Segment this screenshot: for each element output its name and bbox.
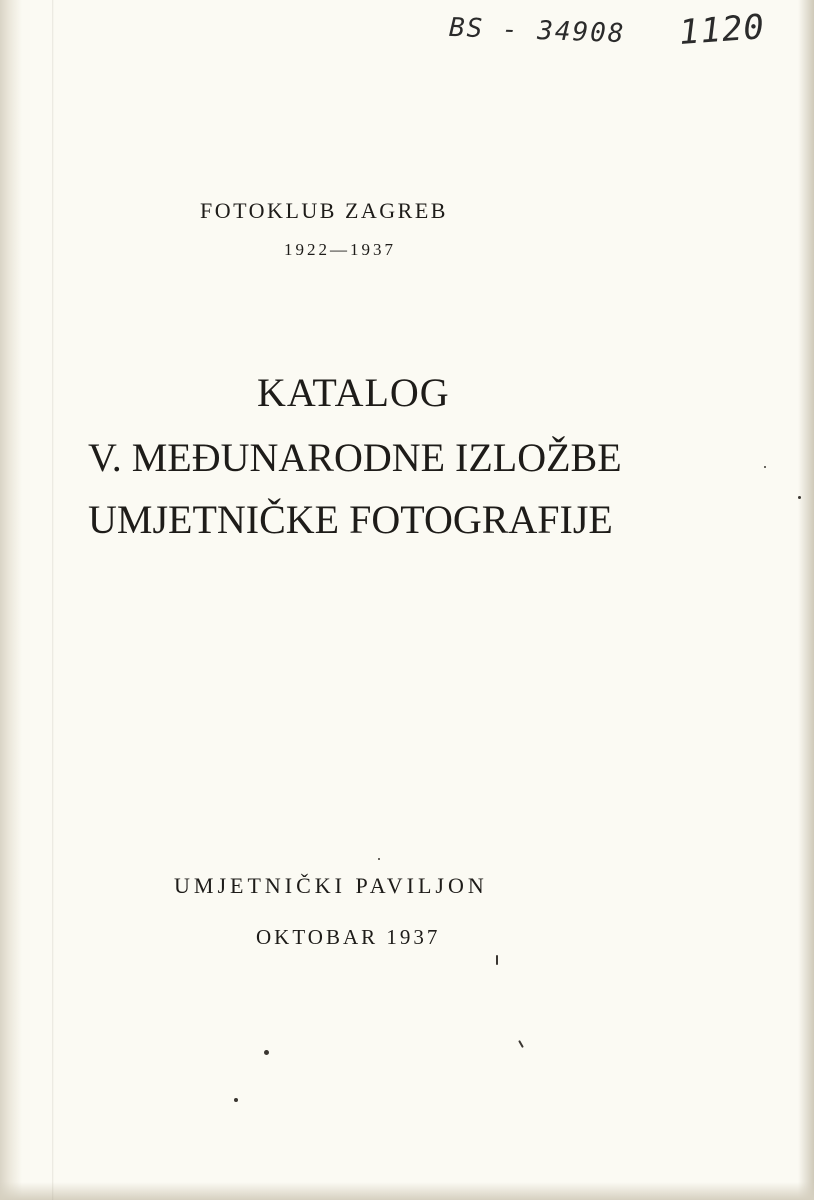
paper-fold (52, 0, 54, 1200)
paper-speck (798, 496, 801, 499)
paper-edge-left (0, 0, 22, 1200)
handwritten-call-number: BS - 34908 (448, 12, 627, 50)
paper-speck (764, 466, 766, 468)
handwritten-price: 1120 (677, 7, 767, 53)
paper-speck (378, 858, 380, 860)
paper-speck (496, 955, 498, 965)
paper-edge-bottom (0, 1182, 814, 1200)
paper-edge-right (798, 0, 814, 1200)
title-line-3: UMJETNIČKE FOTOGRAFIJE (88, 497, 613, 542)
club-name: FOTOKLUB ZAGREB (200, 198, 448, 223)
title-line-1: KATALOG (257, 370, 450, 415)
paper-speck (264, 1050, 269, 1055)
title-line-2: V. MEĐUNARODNE IZLOŽBE (88, 435, 622, 480)
club-years: 1922—1937 (284, 240, 396, 259)
venue: UMJETNIČKI PAVILJON (174, 873, 488, 898)
exhibition-date: OKTOBAR 1937 (256, 925, 441, 949)
paper-speck (234, 1098, 238, 1102)
paper-speck (518, 1040, 524, 1048)
